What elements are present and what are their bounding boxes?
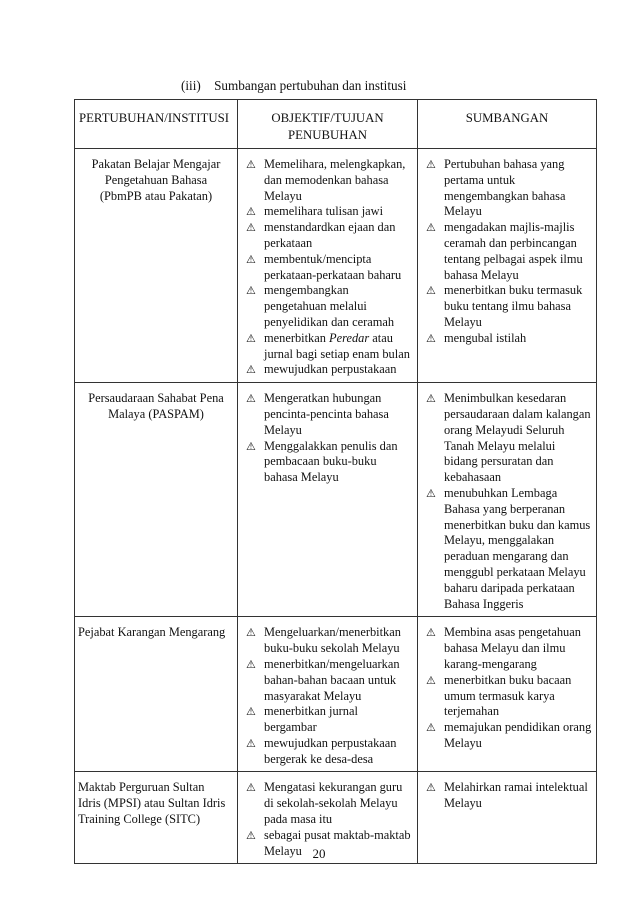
- list-item-text: menstandardkan ejaan dan perkataan: [264, 220, 396, 250]
- bullet-icon: ⚠: [246, 781, 256, 795]
- bullet-icon: ⚠: [246, 221, 256, 235]
- contribution-list: [422, 391, 592, 612]
- page-number: 20: [312, 846, 326, 861]
- table-header-row: [75, 100, 597, 149]
- section-heading: [181, 78, 406, 94]
- header-objective: OBJEKTIF/TUJUAN PENUBUHAN: [238, 100, 418, 149]
- objective-list: [242, 157, 413, 378]
- institution-cell: Maktab Perguruan Sultan Idris (MPSI) atau Sultan Idris Training College (SITC): [75, 772, 238, 864]
- list-item-text: menerbitkan jurnal bergambar: [264, 704, 358, 735]
- bullet-icon: ⚠: [246, 392, 256, 406]
- bullet-icon: ⚠: [426, 721, 436, 735]
- contribution-cell: [418, 149, 597, 383]
- bullet-icon: ⚠: [246, 736, 256, 750]
- bullet-icon: ⚠: [426, 158, 436, 171]
- list-item: [242, 252, 413, 284]
- list-item-text: Memelihara, melengkapkan, dan memodenkan bahasa Melayu: [264, 157, 406, 203]
- contribution-list: [422, 625, 592, 751]
- list-item-text: mewujudkan perpustakaan: [264, 362, 397, 377]
- list-item-text: Melahirkan ramai intelektual Melayu: [444, 780, 588, 811]
- bullet-icon: ⚠: [246, 705, 256, 719]
- bullet-icon: ⚠: [246, 657, 256, 671]
- header-institution: PERTUBUHAN/INSTITUSI: [75, 100, 238, 149]
- contribution-list: [422, 780, 592, 812]
- list-item: [242, 220, 413, 252]
- institution-cell: Pejabat Karangan Mengarang: [75, 617, 238, 772]
- section-number: (iii): [181, 78, 201, 93]
- list-item-text: mengadakan majlis-majlis ceramah dan perbincangan tentang pelbagai aspek ilmu bahasa Melayu: [444, 220, 583, 282]
- list-item-text: sebagai pusat maktab-maktab Melayu: [264, 827, 411, 858]
- list-item-text: Menimbulkan kesedaran persaudaraan dalam kalangan orang Melayudi Seluruh Tanah Melayu melalui bidang persuratan dan kebahasaan: [444, 391, 591, 485]
- bullet-icon: ⚠: [426, 221, 436, 235]
- list-item: [242, 439, 413, 486]
- contribution-cell: [418, 617, 597, 772]
- list-item-text: Mengeratkan hubungan pencinta-pencinta bahasa Melayu: [264, 391, 389, 437]
- institution-cell: Pakatan Belajar Mengajar Pengetahuan Bahasa (PbmPB atau Pakatan): [75, 149, 238, 383]
- table-row: [75, 383, 597, 617]
- objective-cell: [238, 383, 418, 617]
- contribution-list: [422, 157, 592, 347]
- list-item-text: menerbitkan buku bacaan umum termasuk karya terjemahan: [444, 672, 572, 719]
- bullet-icon: ⚠: [246, 828, 256, 842]
- list-item-text: menerbitkan/mengeluarkan bahan-bahan bacaan untuk masyarakat Melayu: [264, 656, 400, 703]
- list-item: [242, 283, 413, 330]
- bullet-icon: ⚠: [246, 363, 256, 377]
- list-item: [242, 736, 413, 768]
- list-item-text: mengubal istilah: [444, 330, 527, 345]
- bullet-icon: ⚠: [246, 158, 256, 171]
- bullet-icon: ⚠: [426, 486, 436, 500]
- list-item: [422, 780, 592, 812]
- list-item: [422, 625, 592, 672]
- institution-cell: Persaudaraan Sahabat Pena Malaya (PASPAM): [75, 383, 238, 617]
- list-item-text: Pertubuhan bahasa yang pertama untuk mengembangkan bahasa Melayu: [444, 157, 566, 219]
- bullet-icon: ⚠: [246, 439, 256, 453]
- list-item-text: menerbitkan Peredar atau jurnal bagi setiap enam bulan: [264, 330, 410, 361]
- list-item: [242, 625, 413, 657]
- objective-cell: [238, 149, 418, 383]
- list-item: [422, 673, 592, 720]
- journal-title: Peredar: [329, 330, 370, 345]
- list-item-text: membentuk/mencipta perkataan-perkataan baharu: [264, 251, 402, 282]
- bullet-icon: ⚠: [246, 205, 256, 219]
- section-title: Sumbangan pertubuhan dan institusi: [214, 78, 407, 93]
- bullet-icon: ⚠: [426, 331, 436, 345]
- list-item-text: mewujudkan perpustakaan bergerak ke desa-desa: [264, 735, 397, 766]
- table-row: [75, 149, 597, 383]
- bullet-icon: ⚠: [426, 392, 436, 406]
- list-item: [242, 157, 413, 204]
- list-item: [242, 780, 413, 827]
- list-item: [422, 486, 592, 612]
- list-item: [422, 157, 592, 220]
- list-item-text: Menggalakkan penulis dan pembacaan buku-buku bahasa Melayu: [264, 438, 398, 485]
- list-item: [242, 704, 413, 736]
- list-item-text: menerbitkan buku termasuk buku tentang ilmu bahasa Melayu: [444, 283, 583, 329]
- list-item: [242, 204, 413, 220]
- bullet-icon: ⚠: [246, 626, 256, 640]
- objective-list: [242, 625, 413, 767]
- list-item: [242, 657, 413, 704]
- list-item: [422, 220, 592, 283]
- organisations-table: [74, 99, 597, 864]
- list-item-text: mengembangkan pengetahuan melalui penyelidikan dan ceramah: [264, 283, 395, 329]
- bullet-icon: ⚠: [246, 331, 256, 345]
- table-row: [75, 617, 597, 772]
- list-item-text: memelihara tulisan jawi: [264, 204, 384, 219]
- bullet-icon: ⚠: [246, 252, 256, 266]
- contribution-cell: [418, 383, 597, 617]
- list-item: [242, 331, 413, 363]
- list-item-text: Mengatasi kekurangan guru di sekolah-sekolah Melayu pada masa itu: [264, 780, 403, 827]
- list-item: [242, 391, 413, 438]
- bullet-icon: ⚠: [426, 284, 436, 298]
- objective-cell: [238, 617, 418, 772]
- list-item: [422, 720, 592, 752]
- bullet-icon: ⚠: [246, 284, 256, 298]
- objective-list: [242, 391, 413, 486]
- list-item-text: Membina asas pengetahuan bahasa Melayu dan ilmu karang-mengarang: [444, 625, 581, 671]
- header-contribution: SUMBANGAN: [418, 100, 597, 149]
- list-item: [422, 283, 592, 330]
- bullet-icon: ⚠: [426, 781, 436, 795]
- bullet-icon: ⚠: [426, 673, 436, 687]
- list-item-text: memajukan pendidikan orang Melayu: [444, 720, 592, 750]
- list-item: [422, 391, 592, 486]
- list-item-text: Mengeluarkan/menerbitkan buku-buku sekolah Melayu: [264, 625, 401, 656]
- bullet-icon: ⚠: [426, 626, 436, 640]
- list-item-text: menubuhkan Lembaga Bahasa yang berperanan menerbitkan buku dan kamus Melayu, menggalakan peraduan mengarang dan menggubl perkataan Melayu baharu daripada perkataan Bahasa Inggeris: [444, 485, 591, 611]
- list-item: [242, 362, 413, 378]
- list-item: [422, 331, 592, 347]
